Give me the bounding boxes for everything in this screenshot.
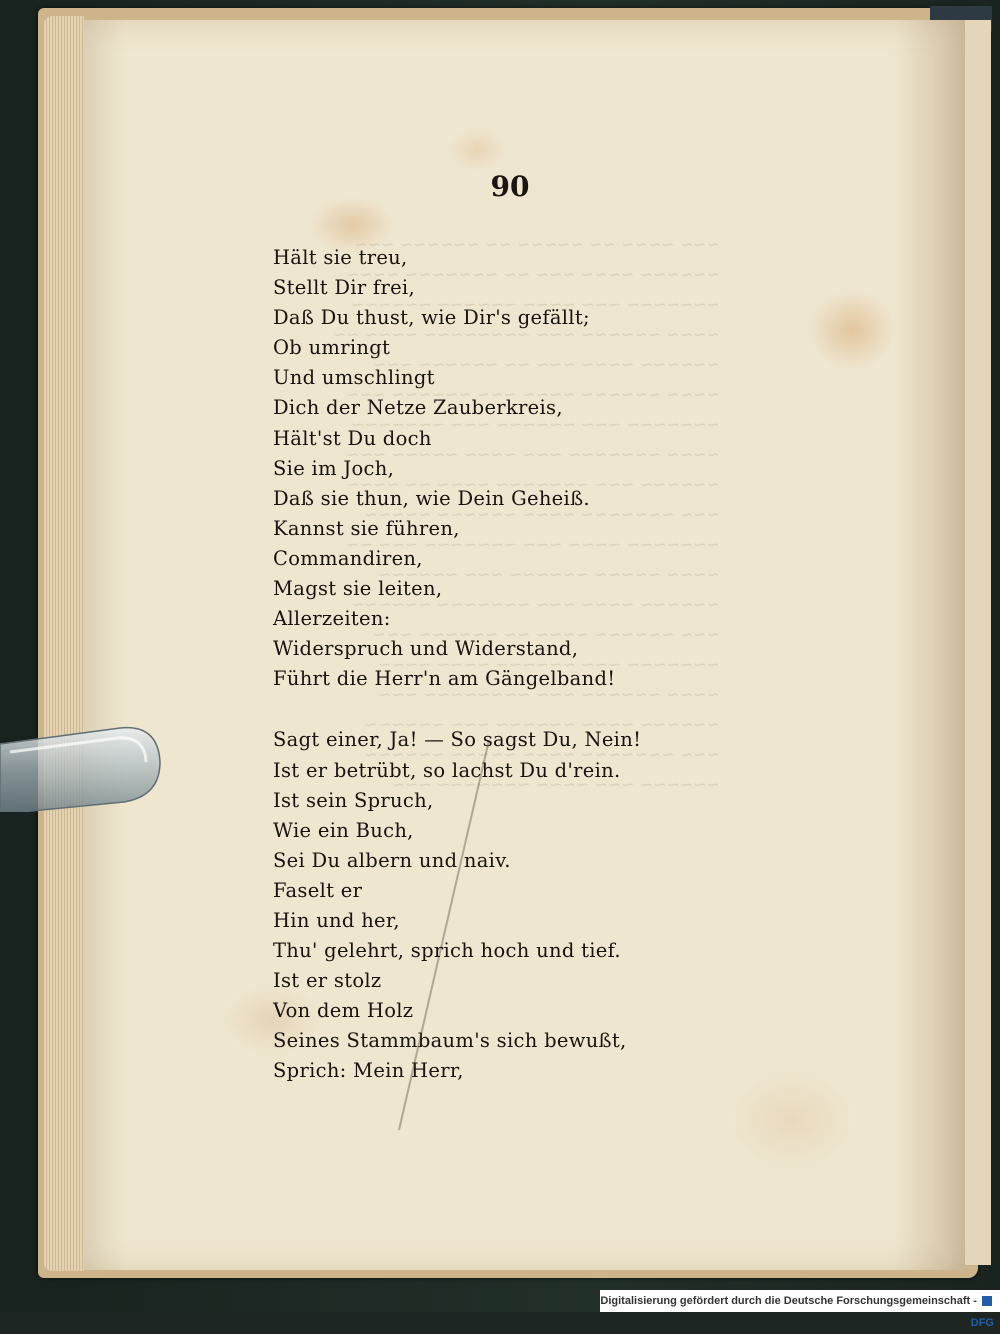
verse-line: Hin und her, [273, 908, 400, 932]
verse-line: Sie im Joch, [273, 456, 395, 480]
verse-line: Führt die Herr'n am Gängelband! [273, 667, 616, 691]
verse-line: Thu' gelehrt, sprich hoch und tief. [273, 939, 621, 963]
credit-text: Digitalisierung gefördert durch die Deutsche Forschungsgemeinschaft [600, 1295, 971, 1307]
verse-text [273, 243, 833, 1087]
verse-line: Sagt einer, Ja! — So sagst Du, Nein! [273, 728, 642, 752]
verse-line: Faselt er [273, 878, 363, 902]
verse-line: Daß Du thust, wie Dir's gefällt; [273, 306, 590, 330]
verse-line: Ist er stolz [273, 969, 382, 993]
verse-line: Allerzeiten: [273, 607, 391, 631]
verse-line: Magst sie leiten, [273, 577, 443, 601]
verse-line: Ist sein Spruch, [273, 788, 434, 812]
stanza-break [273, 694, 833, 725]
dfg-logo-icon [982, 1296, 992, 1306]
credit-separator: - [973, 1295, 977, 1307]
verse-line: Sprich: Mein Herr, [273, 1059, 464, 1083]
dfg-logo-text: DFG [970, 1317, 994, 1329]
verse-line: Hält'st Du doch [273, 426, 432, 450]
page-edges [44, 16, 84, 1271]
verse-line: Commandiren, [273, 546, 423, 570]
verse-line: Kannst sie führen, [273, 516, 460, 540]
verse-line: Sei Du albern und naiv. [273, 848, 511, 872]
verse-line: Ist er betrübt, so lachst Du d'rein. [273, 758, 621, 782]
verse-line: Und umschlingt [273, 366, 435, 390]
facing-page-edge [962, 20, 991, 1265]
verse-line: Widerspruch und Widerstand, [273, 637, 579, 661]
verse-line: Stellt Dir frei, [273, 276, 415, 300]
verse-line: Ob umringt [273, 336, 391, 360]
page-number: 90 [490, 170, 530, 203]
digitization-credit [600, 1290, 1000, 1329]
verse-line: Von dem Holz [273, 999, 414, 1023]
verse-line: Dich der Netze Zauberkreis, [273, 396, 563, 420]
verse-line: Seines Stammbaum's sich bewußt, [273, 1029, 627, 1053]
verse-line: Hält sie treu, [273, 246, 408, 269]
verse-line: Wie ein Buch, [273, 818, 414, 842]
verse-line: Daß sie thun, wie Dein Geheiß. [273, 486, 590, 510]
